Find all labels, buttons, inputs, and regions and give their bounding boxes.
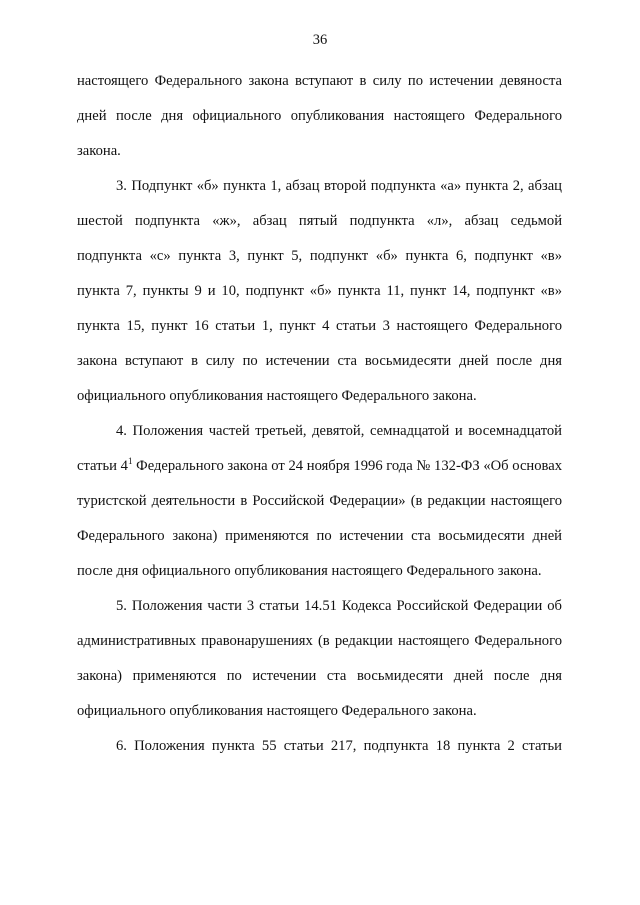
article-superscript: 1 — [127, 456, 133, 467]
page-number: 36 — [312, 32, 328, 48]
document-body — [77, 64, 562, 764]
paragraph-6: 6. Положения пункта 55 статьи 217, подпункта 18 пункта 2 статьи — [116, 738, 562, 754]
paragraph-continuation: настоящего Федерального закона вступают в силу по истечении девяноста дней после дня официального опубликования настоящего Федерального закона. — [77, 73, 562, 159]
paragraph-4-text-end: Федерального закона от 24 ноября 1996 года № 132-ФЗ «Об основах туристской деятельности в Российской Федерации» (в редакции настоящего Федерального закона) применяются по истечении ста восьмидесяти дней после дня официального опубликования настоящего Федерального закона. — [77, 458, 562, 579]
paragraph-4 — [77, 414, 562, 589]
paragraph-3: 3. Подпункт «б» пункта 1, абзац второй подпункта «а» пункта 2, абзац шестой подпункта «ж», абзац пятый подпункта «л», абзац седьмой подпункта «с» пункта 3, пункт 5, подпункт «б» пункта 6, подпункт «в» пункта 7, пункты 9 и 10, подпункт «б» пункта 11, пункт 14, подпункт «в» пункта 15, пункт 16 статьи 1, пункт 4 статьи 3 настоящего Федерального закона вступают в силу по истечении ста восьмидесяти дней после дня официального опубликования настоящего Федерального закона. — [77, 178, 562, 404]
paragraph-5: 5. Положения части 3 статьи 14.51 Кодекса Российской Федерации об административных правонарушениях (в редакции настоящего Федерального закона) применяются по истечении ста восьмидесяти дней после дня официального опубликования настоящего Федерального закона. — [77, 598, 562, 719]
paragraph-4-text-start: 4. Положения частей третьей, девятой, семнадцатой и восемнадцатой статьи 4 — [77, 423, 562, 474]
